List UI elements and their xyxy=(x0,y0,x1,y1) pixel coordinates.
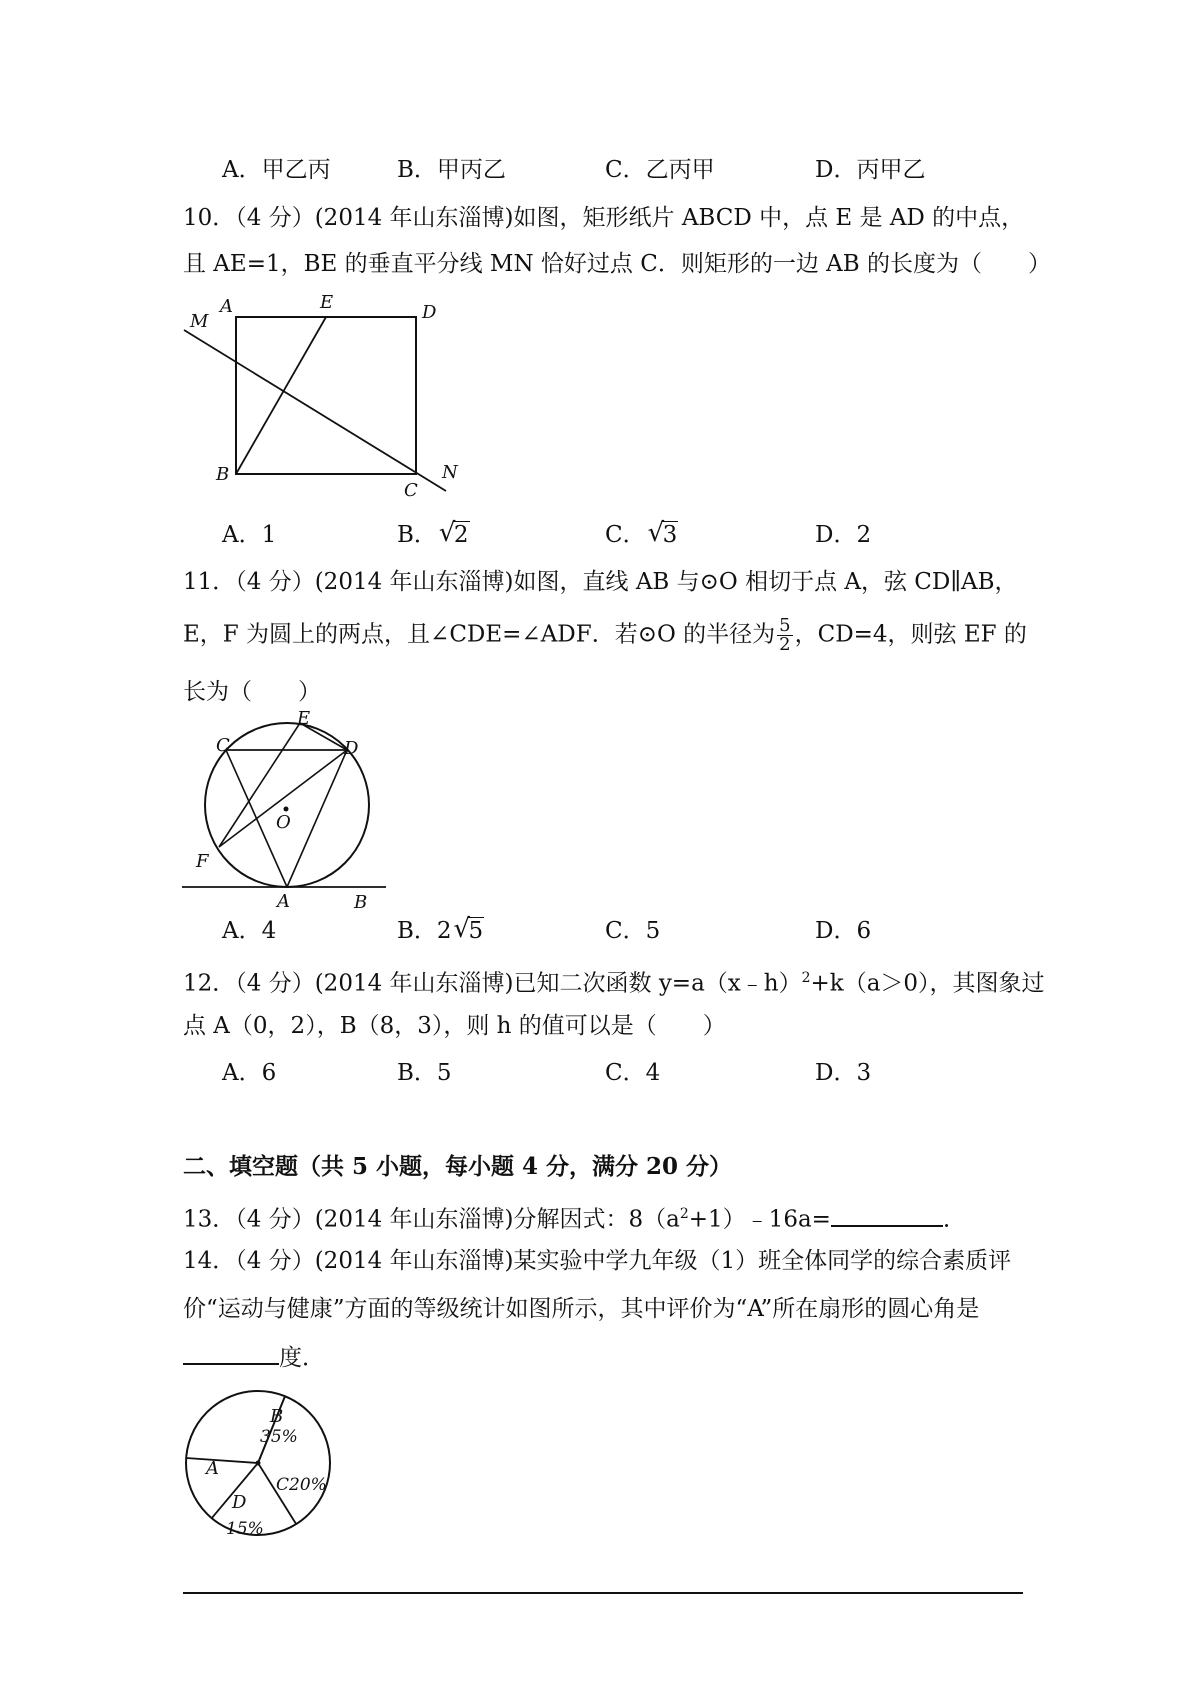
q11-option-c[interactable]: C．5 xyxy=(605,918,661,944)
q12-line2: 点 A（0，2），B（8，3），则 h 的值可以是（ ） xyxy=(183,1013,726,1039)
q11-option-d[interactable]: D．6 xyxy=(815,918,872,944)
label-d: D xyxy=(344,738,359,759)
q12-option-c[interactable]: C．4 xyxy=(605,1060,661,1086)
q10-line1: 10．（4 分）(2014 年山东淄博)如图，矩形纸片 ABCD 中，点 E 是 AD 的中点， xyxy=(183,205,1025,231)
chord-da xyxy=(287,750,347,887)
pie-label-c: C20% xyxy=(276,1475,327,1495)
q14-line2: 价“运动与健康”方面的等级统计如图所示，其中评价为“A”所在扇形的圆心角是 xyxy=(183,1296,980,1322)
q9-option-d[interactable]: D．丙甲乙 xyxy=(815,157,926,183)
q9-option-a[interactable]: A．甲乙丙 xyxy=(222,157,331,183)
q10-option-b[interactable]: B．√ 2 xyxy=(397,520,470,550)
section-heading: 二、填空题（共 5 小题，每小题 4 分，满分 20 分） xyxy=(183,1153,733,1180)
label-a: A xyxy=(277,891,290,912)
label-e: E xyxy=(320,292,334,313)
label-c: C xyxy=(216,735,230,756)
q11-line1: 11．（4 分）(2014 年山东淄博)如图，直线 AB 与⊙O 相切于点 A，弦 CD∥AB， xyxy=(183,569,1018,595)
q12-line1: 12．（4 分）(2014 年山东淄博)已知二次函数 y=a（x﹣h）$^2$+k（a＞0），其图象过 xyxy=(183,970,1045,997)
q12-option-a[interactable]: A．6 xyxy=(222,1060,277,1086)
q10-option-d[interactable]: D．2 xyxy=(815,522,872,548)
label-m: M xyxy=(190,311,209,332)
label-a: A xyxy=(220,296,233,317)
sqrt-3: √ 3 xyxy=(648,520,679,550)
pie-boundary-d xyxy=(186,1458,258,1463)
q11-line3: 长为（ ） xyxy=(183,679,321,705)
q14-answer-blank[interactable] xyxy=(183,1341,279,1365)
label-o: O xyxy=(276,812,291,833)
pie-label-a: A xyxy=(206,1458,219,1479)
rectangle-abcd xyxy=(236,317,416,474)
label-e: E xyxy=(297,710,311,729)
q14-line1: 14．（4 分）(2014 年山东淄博)某实验中学九年级（1）班全体同学的综合素质评 xyxy=(183,1248,1012,1274)
label-n: N xyxy=(442,462,458,483)
q10-options xyxy=(222,520,982,550)
label-b: B xyxy=(216,464,230,485)
segment-be xyxy=(236,317,326,474)
pie-label-d: D xyxy=(232,1492,247,1513)
pie-percent-b: 35% xyxy=(260,1427,298,1447)
q13-answer-blank[interactable] xyxy=(831,1203,943,1227)
pie-label-b: B xyxy=(270,1406,284,1427)
q12-option-d[interactable]: D．3 xyxy=(815,1060,872,1086)
label-d: D xyxy=(422,302,437,323)
center-o-dot xyxy=(284,807,289,812)
q12-options xyxy=(222,1058,982,1088)
q11-figure xyxy=(176,710,396,915)
pie-center-dot xyxy=(256,1461,261,1466)
fraction-five-halves: $\frac{5}{2}$ xyxy=(779,615,791,655)
sqrt-5: √ 5 xyxy=(454,916,485,946)
q9-option-c[interactable]: C．乙丙甲 xyxy=(605,157,715,183)
q9-option-b[interactable]: B．甲丙乙 xyxy=(397,157,506,183)
q10-figure xyxy=(176,290,476,512)
q13-line: 13．（4 分）(2014 年山东淄博)分解因式：$8(a^2+1)﹣16a=$ ． xyxy=(183,1199,966,1235)
q14-pie-chart xyxy=(176,1384,346,1546)
label-c: C xyxy=(404,480,418,501)
q10-option-c[interactable]: C．√ 3 xyxy=(605,520,678,550)
q9-options xyxy=(222,155,982,185)
label-f: F xyxy=(196,851,209,872)
q10-option-a[interactable]: A．1 xyxy=(222,522,277,548)
q10-line2: 且 AE=1，BE 的垂直平分线 MN 恰好过点 C．则矩形的一边 AB 的长度为（ ） xyxy=(183,251,1051,277)
q14-line3: 度． xyxy=(183,1341,325,1373)
footer-rule xyxy=(183,1592,1023,1594)
q11-options xyxy=(222,916,982,946)
q11-line2: E，F 为圆上的两点，且∠CDE=∠ADF．若⊙O 的半径为 $\frac{5}{2}$ ，CD=4，则弦 EF 的 xyxy=(183,615,1027,655)
q11-option-a[interactable]: A．4 xyxy=(222,918,277,944)
q11-option-b[interactable]: B．2√ 5 xyxy=(397,916,484,946)
label-b: B xyxy=(354,892,368,913)
sqrt-2: √ 2 xyxy=(439,520,470,550)
q12-option-b[interactable]: B．5 xyxy=(397,1060,452,1086)
pie-percent-d: 15% xyxy=(226,1519,264,1539)
